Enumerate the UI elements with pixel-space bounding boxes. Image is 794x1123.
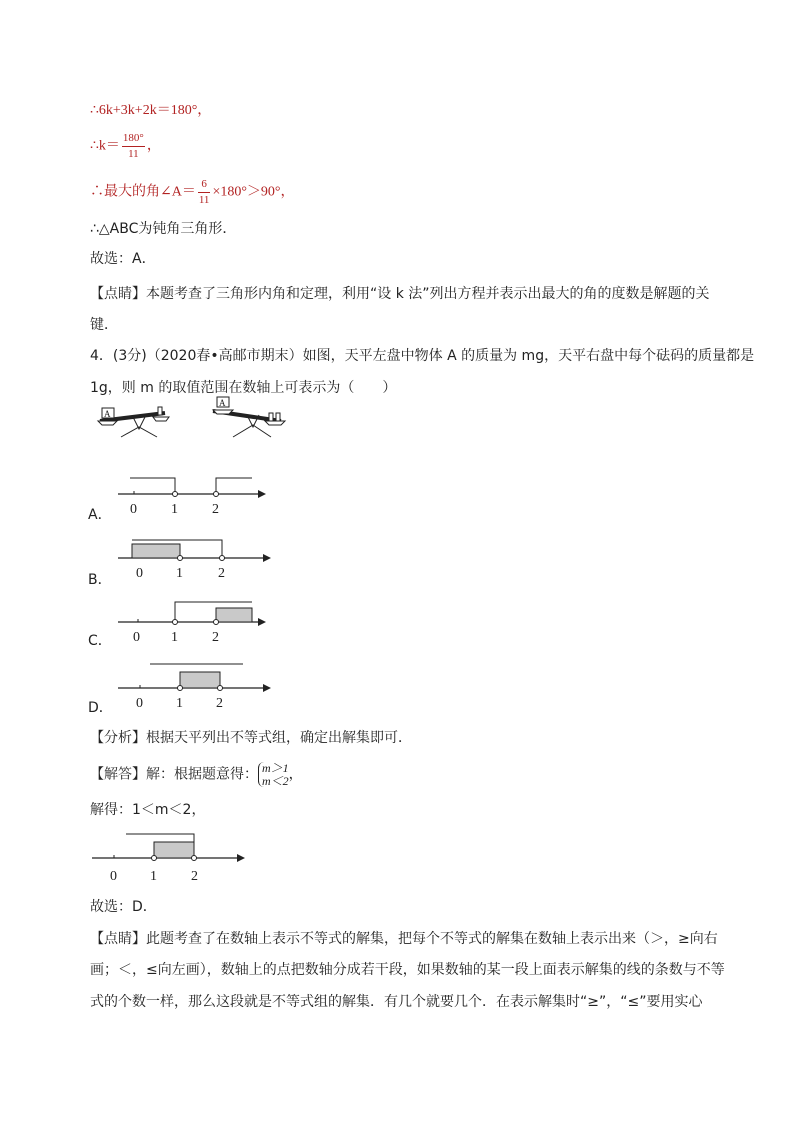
tick-2: 2 <box>212 630 219 645</box>
solution-result: 解得：1＜m＜2， <box>90 802 206 818</box>
answer-choice: 故选：D． <box>90 899 157 915</box>
solution-step-2 <box>90 132 161 160</box>
tick-0: 0 <box>136 566 143 581</box>
tick-0: 0 <box>110 869 117 884</box>
comment-prev-line-1: 【点睛】本题考查了三角形内角和定理，利用“设 k 法”列出方程并表示出最大的角的度数是解题的关 <box>90 286 710 302</box>
solution-suffix: ， <box>288 766 303 783</box>
analysis-line: 【分析】根据天平列出不等式组，确定出解集即可． <box>90 730 412 746</box>
tick-2: 2 <box>212 502 219 517</box>
step-3-suffix: ×180°＞90°， <box>212 184 295 200</box>
solution-step-1: ∴6k+3k+2k＝180°， <box>90 103 212 118</box>
balance-left-tilted <box>98 407 169 437</box>
solution-conclusion: ∴△ABC为钝角三角形． <box>90 221 237 237</box>
tick-1: 1 <box>171 630 178 645</box>
tick-1: 1 <box>171 502 178 517</box>
solution-step-3 <box>90 178 295 206</box>
comment-prev-line-2: 键． <box>90 317 118 333</box>
comment-line-2: 画；＜，≤向左画），数轴上的点把数轴分成若干段，如果数轴的某一段上面表示解集的线的条数与不等 <box>90 962 725 978</box>
tick-2: 2 <box>191 869 198 884</box>
tick-0: 0 <box>136 696 143 711</box>
weight-box-label-2: A <box>219 398 226 408</box>
fraction-denominator: 11 <box>198 193 210 206</box>
option-b-number-line <box>118 534 278 584</box>
tick-1: 1 <box>150 869 157 884</box>
option-a-label[interactable]: A． <box>88 507 112 523</box>
tick-2: 2 <box>216 696 223 711</box>
fraction-6-over-11 <box>198 178 211 206</box>
inequality-system <box>258 762 289 787</box>
solution-number-line <box>92 826 252 882</box>
option-d-number-line <box>118 660 278 710</box>
solution-setup <box>90 762 303 787</box>
option-b-label[interactable]: B． <box>88 572 112 588</box>
fraction-denominator: 11 <box>128 147 139 160</box>
tick-1: 1 <box>176 696 183 711</box>
question-4-line-1: 4．(3分)（2020春•高邮市期末）如图，天平左盘中物体 A 的质量为 mg，天平右盘中每个砝码的质量都是 <box>90 348 755 364</box>
weight-box-label: A <box>104 409 111 419</box>
solution-prefix: 【解答】解：根据题意得： <box>90 766 258 783</box>
option-c-label[interactable]: C． <box>88 633 112 649</box>
balance-figure <box>95 398 295 435</box>
inequality-1: m＞1 <box>262 761 289 775</box>
tick-0: 0 <box>133 630 140 645</box>
step-3-prefix: ∴最大的角∠A＝ <box>90 184 196 200</box>
fraction-numerator: 6 <box>198 178 211 193</box>
fraction-numerator: 180° <box>122 132 145 147</box>
tick-0: 0 <box>130 502 137 517</box>
balance-right-tilted <box>213 397 285 437</box>
inequality-2: m＜2 <box>262 773 289 788</box>
question-4-line-2: 1g，则 m 的取值范围在数轴上可表示为（ ） <box>90 380 397 396</box>
step-2-suffix: ， <box>146 138 161 154</box>
step-2-prefix: ∴k＝ <box>90 138 120 154</box>
answer-choice-prev: 故选：A． <box>90 251 156 267</box>
comment-line-1: 【点睛】此题考查了在数轴上表示不等式的解集，把每个不等式的解集在数轴上表示出来（＞，≥向右 <box>90 931 718 947</box>
comment-line-3: 式的个数一样，那么这段就是不等式组的解集．有几个就要几个．在表示解集时“≥”，“≤”要用实心 <box>90 994 703 1010</box>
option-c-number-line <box>118 598 278 648</box>
fraction-180-over-11 <box>122 132 145 160</box>
option-a-number-line <box>118 472 278 522</box>
tick-1: 1 <box>176 566 183 581</box>
option-d-label[interactable]: D． <box>88 700 113 716</box>
tick-2: 2 <box>218 566 225 581</box>
